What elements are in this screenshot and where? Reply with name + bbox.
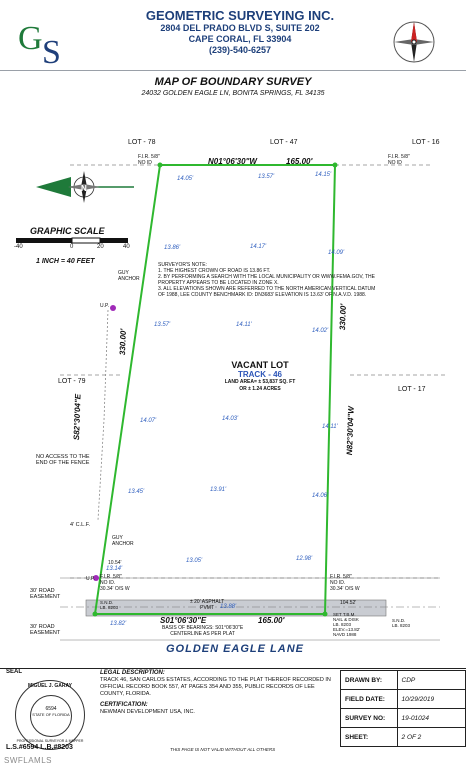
bearing-east: N82°30'04"W bbox=[345, 406, 356, 456]
legal-description-text: TRACK 46, SAN CARLOS ESTATES, ACCORDING TO THE PLAT THEREOF RECORDED IN OFFICIAL RECORD BOOK 557, AT PAGES 354 AND 355, PUBLIC RECORDS OF LEE COUNTY, FLORIDA. bbox=[100, 677, 331, 697]
lot-label-16: LOT - 16 bbox=[412, 139, 440, 146]
utility-pole-note-south: U.P. bbox=[86, 576, 96, 582]
legal-description-heading: LEGAL DESCRIPTION: bbox=[100, 670, 165, 676]
table-row bbox=[341, 690, 466, 709]
parcel-type: VACANT LOT bbox=[231, 360, 289, 370]
bearing-east-distance: 330.00' bbox=[338, 303, 348, 331]
parcel-track: TRACK - 46 bbox=[237, 370, 282, 379]
scale-legend: 1 INCH = 40 FEET bbox=[36, 258, 95, 265]
elevation-spot: 13.82' bbox=[110, 621, 127, 627]
table-row bbox=[341, 709, 466, 728]
lot-label-47: LOT - 47 bbox=[270, 139, 298, 146]
corner-note-se: F.I.R. 5/8" NO ID. 30.34' O/S W bbox=[330, 574, 360, 592]
seal-inner-ring bbox=[30, 695, 72, 737]
road-easement-north: 30' ROAD EASEMENT bbox=[30, 588, 61, 600]
elevation-spot: 14.03' bbox=[222, 416, 239, 422]
logo-letter-s: S bbox=[42, 34, 61, 71]
elevation-spot: 14.06' bbox=[312, 493, 329, 499]
parcel-area-sqft: LAND AREA= ± 53,837 SQ. FT bbox=[224, 379, 296, 385]
bearing-west-distance: 330.00' bbox=[118, 328, 128, 356]
elevation-spot: 14.09' bbox=[328, 250, 345, 256]
elevation-spot: 14.15' bbox=[315, 172, 332, 178]
validity-note: THIS PAGE IS NOT VALID WITHOUT ALL OTHERS bbox=[170, 747, 276, 752]
fence-note: NO ACCESS TO THE END OF THE FENCE bbox=[36, 454, 90, 466]
field-date-value: 10/29/2019 bbox=[397, 690, 465, 709]
road-easement-south: 30' ROAD EASEMENT bbox=[30, 624, 61, 636]
note-title: SURVEYOR'S NOTE: bbox=[158, 262, 207, 268]
seal-name: MIGUEL J. GARAY bbox=[28, 683, 72, 689]
elevation-spot: 13.57' bbox=[154, 322, 171, 328]
bearing-west: S82°30'04"E bbox=[72, 393, 83, 441]
legal-block bbox=[100, 670, 332, 716]
lot-label-78: LOT - 78 bbox=[128, 139, 156, 146]
surveyors-note bbox=[158, 262, 378, 298]
scale-tick-neg40: -40 bbox=[14, 244, 23, 250]
corner-note-ne: F.I.R. 5/8" NO ID bbox=[388, 154, 410, 166]
elevation-spot: 13.91' bbox=[210, 487, 227, 493]
scale-tick-20: 20 bbox=[97, 244, 104, 250]
logo-letter-g: G bbox=[18, 20, 43, 57]
fence-type-note: 4' C.L.F. bbox=[70, 522, 91, 528]
elevation-spot: 13.88' bbox=[220, 604, 237, 610]
elevation-spot: 14.17' bbox=[250, 244, 267, 250]
elevation-spot: 13.05' bbox=[186, 558, 203, 564]
note-item-1: 1. THE HIGHEST CROWN OF ROAD IS 13.86 FT. bbox=[158, 268, 271, 274]
survey-no-label: SURVEY NO: bbox=[341, 709, 398, 728]
table-row bbox=[341, 728, 466, 747]
seal-number: 6594 bbox=[45, 706, 57, 712]
benchmark-note: SET T.B.M. NAIL & DISK LB. 8203 ELEV.=13.82' NAVD 1988 bbox=[333, 612, 361, 637]
company-address-1: 2804 DEL PRADO BLVD S, SUITE 202 bbox=[160, 23, 320, 33]
nail-disk-note-east: S.N.D. LB. 8203 bbox=[392, 618, 411, 628]
certification-text: NEWMAN DEVELOPMENT USA, INC. bbox=[100, 709, 195, 715]
seal-ring-text: PROFESSIONAL SURVEYOR & MAPPER bbox=[16, 739, 84, 743]
drawn-by-value: CDP bbox=[397, 671, 465, 690]
guy-anchor-note-south: GUY ANCHOR bbox=[112, 535, 134, 547]
elevation-spot: 14.07' bbox=[140, 418, 157, 424]
elevation-spot: 13.86' bbox=[164, 245, 181, 251]
seal-label: SEAL bbox=[6, 669, 23, 675]
elevation-spot: 14.11' bbox=[322, 424, 338, 430]
company-address-2: CAPE CORAL, FL 33904 bbox=[188, 34, 292, 44]
bearing-north: N01°06'30"W bbox=[208, 157, 257, 166]
lot-label-79: LOT - 79 bbox=[58, 378, 86, 385]
drawn-by-label: DRAWN BY: bbox=[341, 671, 398, 690]
bearing-south: S01°06'30"E bbox=[160, 616, 207, 625]
map-title: MAP OF BOUNDARY SURVEY bbox=[154, 76, 312, 88]
road-name: GOLDEN EAGLE LANE bbox=[165, 643, 304, 655]
svg-text:N: N bbox=[81, 184, 87, 193]
bearing-north-distance: 165.00' bbox=[286, 157, 313, 166]
survey-no-value: 19-01024 bbox=[397, 709, 465, 728]
company-name: GEOMETRIC SURVEYING INC. bbox=[145, 8, 335, 23]
guy-anchor-note-north: GUY ANCHOR bbox=[118, 270, 140, 282]
elevation-spot: 13.14' bbox=[106, 566, 123, 572]
elevation-spot: 14.11' bbox=[236, 322, 252, 328]
sheet-value: 2 OF 2 bbox=[397, 728, 465, 747]
license-numbers: L.S.#6594 L.B.#8203 bbox=[6, 744, 73, 751]
elevation-spot: 14.02' bbox=[312, 328, 329, 334]
nail-disk-note-west: S.N.D. LB. 8203 bbox=[100, 600, 119, 610]
asphalt-note: ± 20' ASPHALT PVMT bbox=[190, 599, 225, 611]
parcel-label bbox=[200, 360, 320, 393]
elevation-spot: 12.98' bbox=[296, 556, 313, 562]
scale-tick-40: 40 bbox=[123, 244, 130, 250]
note-item-3: 3. ALL ELEVATIONS SHOWN ARE REFERRED TO THE NORTH AMERICAN VERTICAL DATUM OF 1988, LEE COUNTY BENCHMARK ID: DN3683' ELEVATION IS 13.63' OF N.A.V.D. 1988. bbox=[158, 286, 376, 298]
field-date-label: FIELD DATE: bbox=[341, 690, 398, 709]
survey-info-table bbox=[340, 670, 466, 747]
elevation-spot: 13.45' bbox=[128, 489, 145, 495]
elevation-spot: 13.57' bbox=[258, 174, 275, 180]
map-subtitle: 24032 GOLDEN EAGLE LN, BONITA SPRINGS, FL 34135 bbox=[141, 90, 325, 97]
table-row bbox=[341, 671, 466, 690]
watermark: SWFLAMLS bbox=[4, 756, 53, 765]
lot-label-17: LOT - 17 bbox=[398, 386, 426, 393]
scale-title: GRAPHIC SCALE bbox=[30, 226, 105, 236]
utility-pole-note-north: U.P. bbox=[100, 303, 110, 309]
company-phone: (239)-540-6257 bbox=[208, 45, 272, 55]
surveyor-seal bbox=[15, 680, 85, 750]
sheet-label: SHEET: bbox=[341, 728, 398, 747]
road-offset-distance: 104.52' bbox=[340, 600, 357, 606]
corner-note-sw: F.I.R. 5/8" NO ID. 30.34' O/S W bbox=[100, 574, 130, 592]
corner-note-nw: F.I.R. 5/8" NO ID bbox=[138, 154, 160, 166]
basis-of-bearings: BASIS OF BEARINGS: S01°06'30"E CENTERLINE AS PER PLAT bbox=[162, 625, 244, 637]
note-item-2: 2. BY PERFORMING A SEARCH WITH THE LOCAL MUNICIPALITY OR WWW.FEMA.GOV, THE PROPERTY APPEARS TO BE LOCATED IN ZONE X. bbox=[158, 274, 375, 286]
parcel-area-acres: OR ± 1.24 ACRES bbox=[239, 386, 281, 392]
seal-state: STATE OF FLORIDA bbox=[32, 712, 70, 717]
certification-heading: CERTIFICATION: bbox=[100, 702, 148, 708]
bearing-south-distance: 165.00' bbox=[258, 616, 285, 625]
offset-distance: 10.54' bbox=[108, 560, 122, 566]
elevation-spot: 14.05' bbox=[177, 176, 194, 182]
scale-tick-0: 0 bbox=[70, 244, 74, 250]
